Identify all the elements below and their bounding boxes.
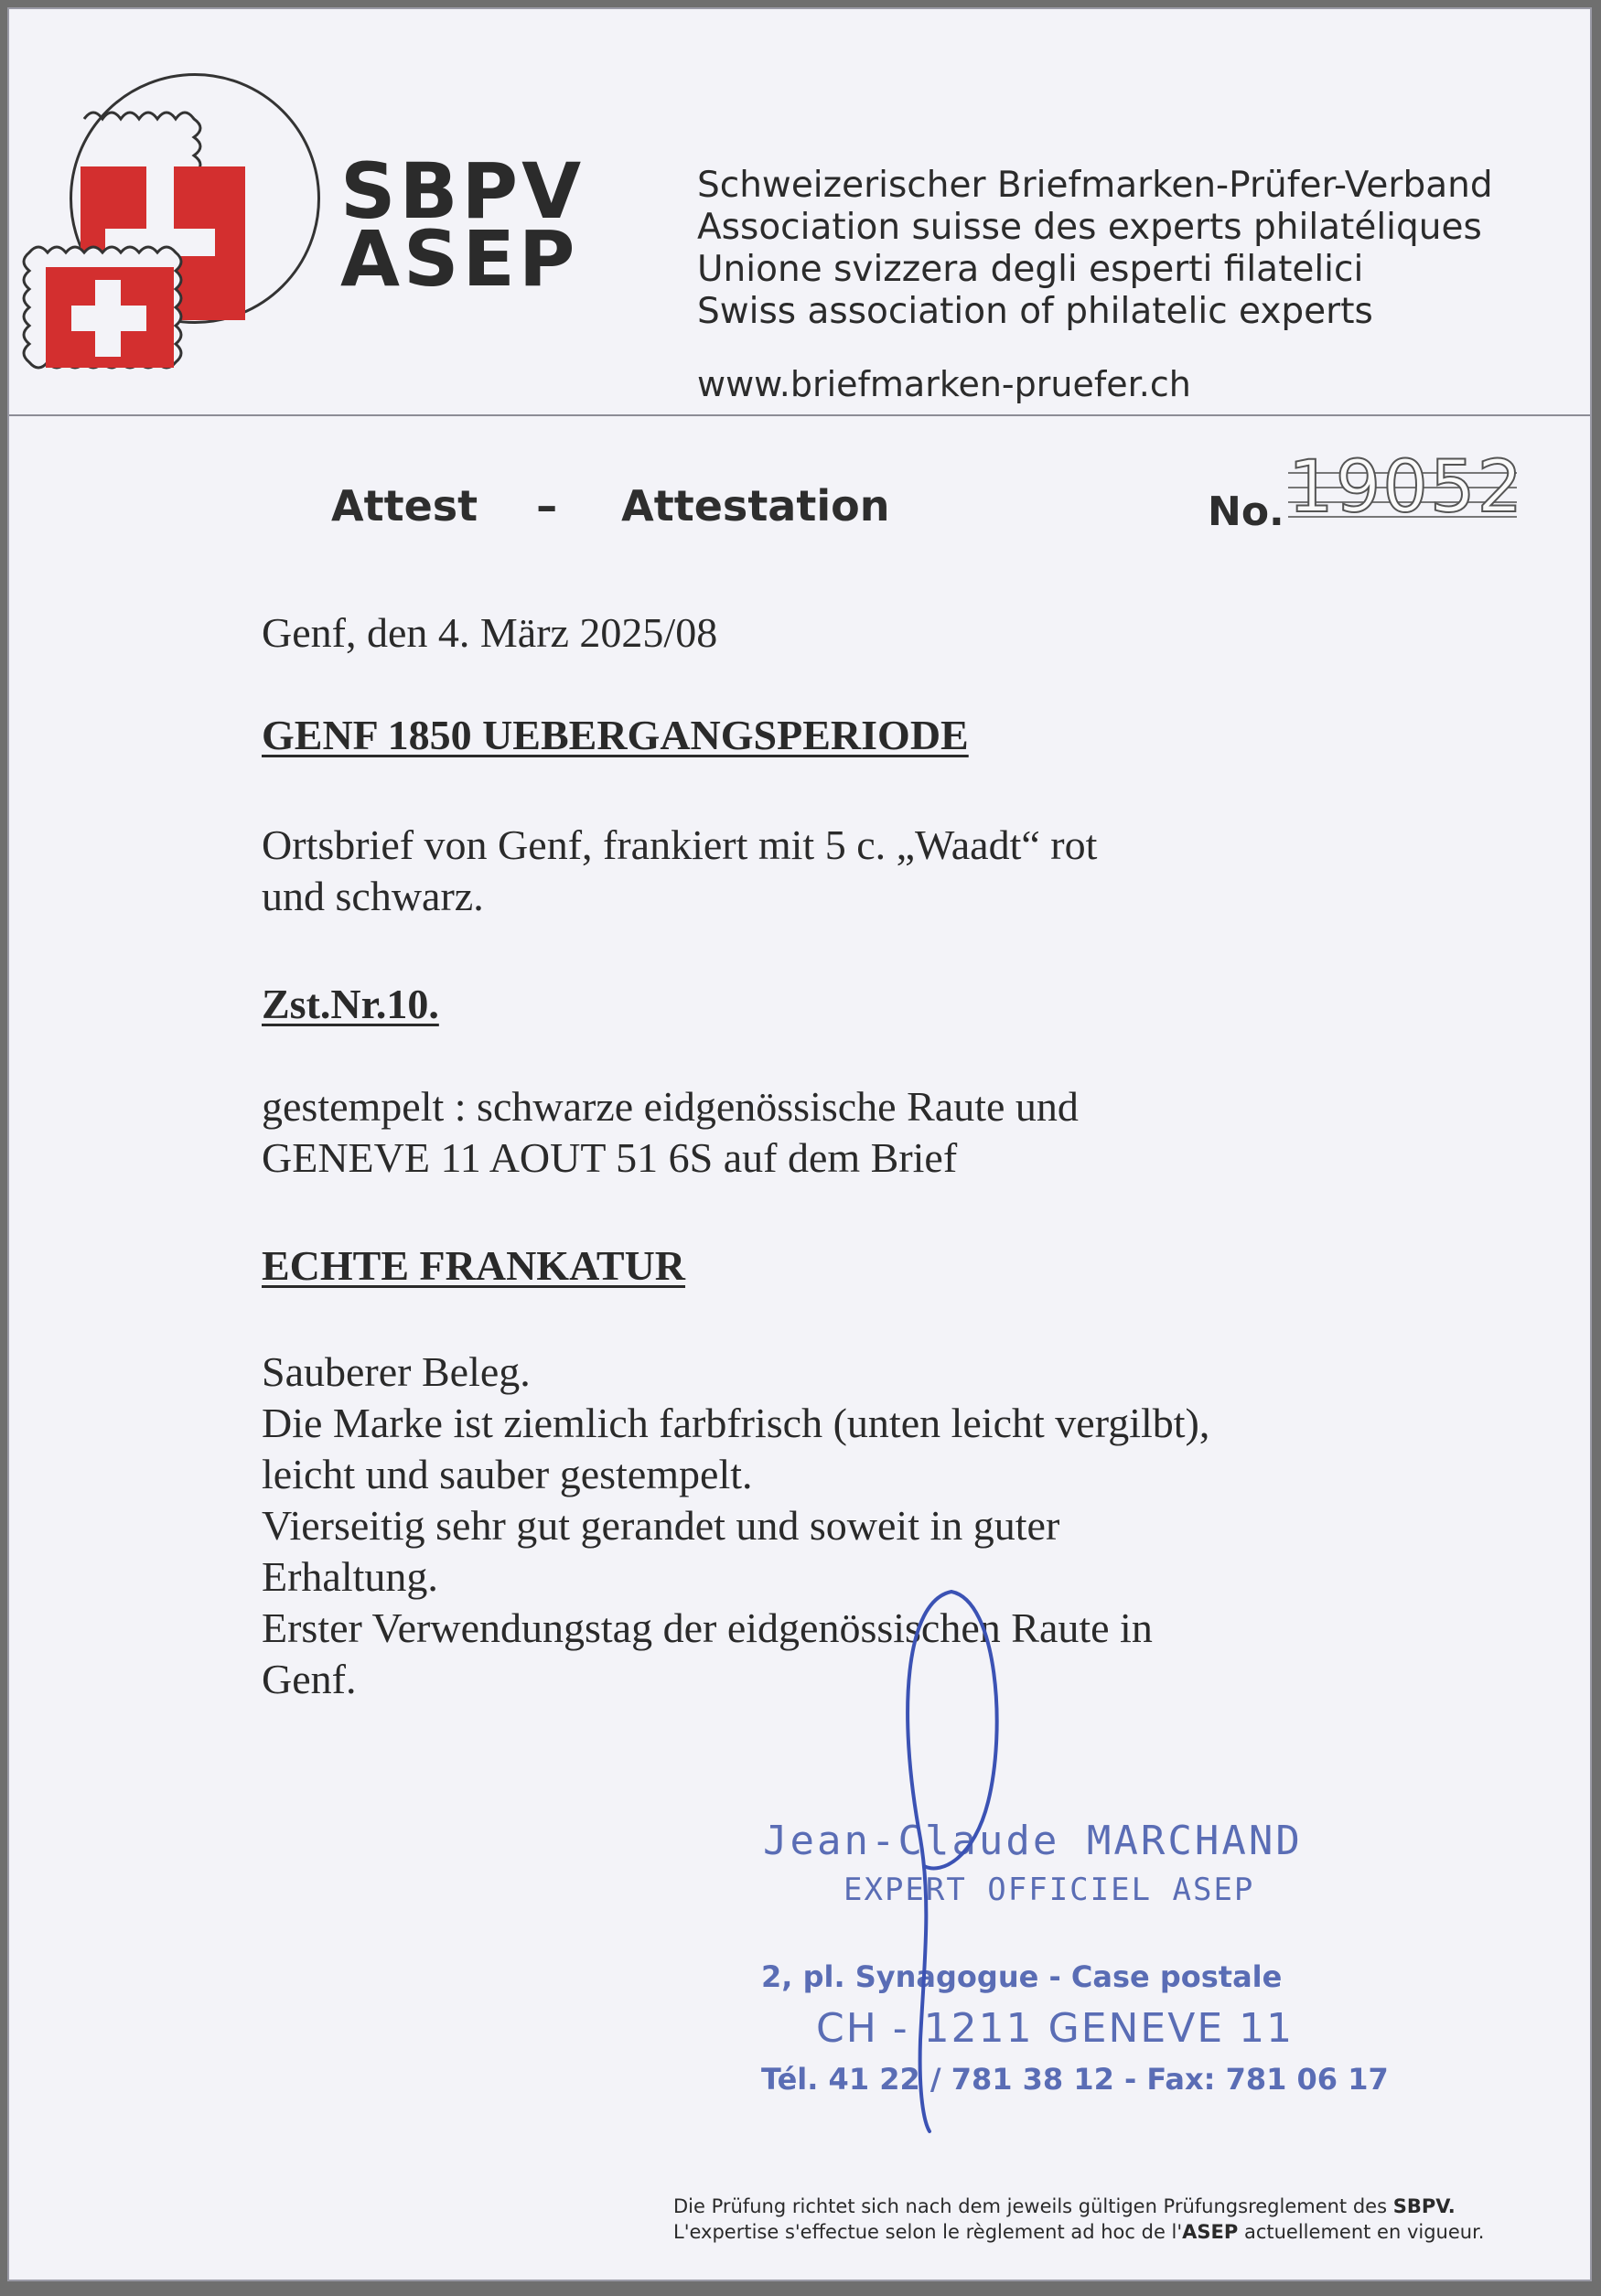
- expert-stamp-city: CH - 1211 GENEVE 11: [816, 2005, 1295, 2052]
- note-line: Erhaltung.: [262, 1553, 438, 1600]
- certificate-sheet: [7, 7, 1592, 2281]
- title-attestation: Attestation: [621, 481, 890, 531]
- footer-line-de: [673, 2194, 1484, 2219]
- date-line: Genf, den 4. März 2025/08: [262, 609, 718, 656]
- handwritten-signature-icon: [887, 1564, 1015, 2150]
- association-names: [697, 165, 1493, 333]
- cancellation-line: GENEVE 11 AOUT 51 6S auf dem Brief: [262, 1134, 958, 1181]
- website-link[interactable]: www.briefmarken-pruefer.ch: [697, 364, 1191, 404]
- footer-bold: SBPV.: [1392, 2195, 1456, 2217]
- description: [262, 820, 1097, 922]
- note-line: Genf.: [262, 1656, 357, 1702]
- cancellation-line: gestempelt : schwarze eidgenössische Raute und: [262, 1083, 1079, 1130]
- verdict-heading: ECHTE FRANKATUR: [262, 1242, 686, 1289]
- brand-sbpv: SBPV: [340, 146, 586, 236]
- cancellation-text: [262, 1081, 1079, 1184]
- title-attest: Attest: [331, 481, 478, 531]
- swiss-cross-stamp-logo-icon: [18, 64, 293, 412]
- description-line: Ortsbrief von Genf, frankiert mit 5 c. „Waadt“ rot: [262, 821, 1098, 868]
- note-line: Sauberer Beleg.: [262, 1348, 531, 1395]
- footer-text: Die Prüfung richtet sich nach dem jeweils gültigen Prüfungsreglement des: [673, 2195, 1393, 2217]
- title-dash: –: [536, 481, 558, 531]
- description-line: und schwarz.: [262, 873, 484, 919]
- association-name-fr: Association suisse des experts philatéliques: [697, 207, 1482, 248]
- expert-stamp-address: 2, pl. Synagogue - Case postale: [761, 1959, 1283, 1994]
- association-name-de: Schweizerischer Briefmarken-Prüfer-Verband: [697, 165, 1493, 206]
- association-name-en: Swiss association of philatelic experts: [697, 291, 1373, 332]
- note-line: leicht und sauber gestempelt.: [262, 1451, 753, 1497]
- footer-bold: ASEP: [1182, 2221, 1239, 2243]
- note-line: Vierseitig sehr gut gerandet und soweit in guter: [262, 1502, 1060, 1549]
- heading-genf-1850: GENF 1850 UEBERGANGSPERIODE: [262, 712, 969, 758]
- condition-notes: [262, 1346, 1209, 1705]
- brand-asep: ASEP: [340, 214, 579, 304]
- certificate-number-label: No.: [1208, 488, 1284, 535]
- expert-stamp-phone: Tél. 41 22 / 781 38 12 - Fax: 781 06 17: [761, 2062, 1389, 2097]
- brand-acronyms: [340, 146, 586, 304]
- note-line: Die Marke ist ziemlich farbfrisch (unten leicht vergilbt),: [262, 1400, 1210, 1446]
- footer-text: actuellement en vigueur.: [1238, 2221, 1485, 2243]
- footer-text: L'expertise s'effectue selon le règlement ad hoc de l': [673, 2221, 1183, 2243]
- footer-disclaimer: [673, 2194, 1484, 2245]
- header-divider: [9, 414, 1590, 416]
- certificate-title: [331, 481, 889, 531]
- expert-stamp-title: EXPERT OFFICIEL ASEP: [843, 1872, 1255, 1908]
- expert-stamp-name: Jean-Claude MARCHAND: [763, 1818, 1303, 1864]
- note-line: Erster Verwendungstag der eidgenössischen Raute in: [262, 1604, 1153, 1651]
- footer-line-fr: [673, 2219, 1484, 2245]
- catalog-reference: Zst.Nr.10.: [262, 981, 439, 1027]
- certificate-number: 19052: [1288, 446, 1525, 529]
- association-name-it: Unione svizzera degli esperti filatelici: [697, 249, 1364, 290]
